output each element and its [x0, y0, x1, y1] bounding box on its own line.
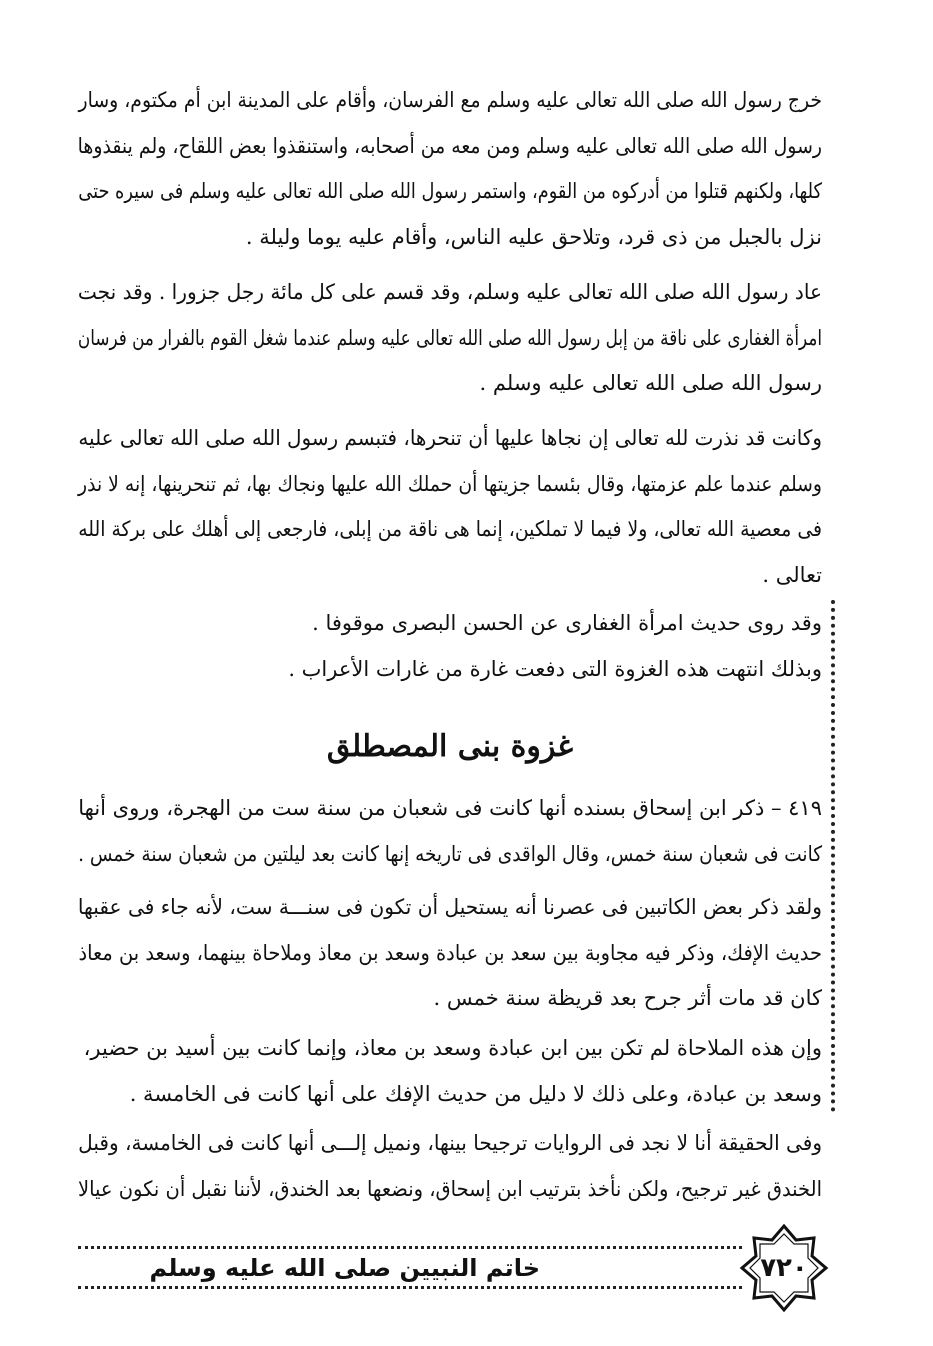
page-number: ٧٢٠: [760, 1253, 808, 1283]
text-line: عاد رسول الله صلى الله تعالى عليه وسلم، وقد قسم على كل مائة رجل جزورا . وقد نجت: [77, 280, 822, 304]
text-line: وفى الحقيقة أنا لا نجد فى الروايات ترجيحا بينها، ونميل إلـــى أنها كانت فى الخامسة، وقبل: [78, 1131, 823, 1155]
text-line: وسلم عندما علم عزمتها، وقال بئسما جزيتها أن حملك الله عليها ونجاك بها، ثم تنحرينها، إنه لا نذر: [78, 471, 822, 496]
paragraph-5: [78, 786, 822, 877]
text-line: ولقد ذكر بعض الكاتبين فى عصرنا أنه يستحيل أن تكون فى سنـــة ست، لأنه جاء فى عقبها: [77, 895, 823, 919]
paragraph-1: [78, 78, 822, 260]
text-line: نزل بالجبل من ذى قرد، وتلاحق عليه الناس، وأقام عليه يوما وليلة .: [245, 224, 822, 249]
text-line: رسول الله صلى الله تعالى عليه وسلم .: [479, 371, 822, 395]
page-number-badge: [738, 1222, 830, 1314]
text-line: الخندق غير ترجيح، ولكن نأخذ بترتيب ابن إسحاق، ونضعها بعد الخندق، لأننا نقبل أن نكون عيالا: [77, 1176, 823, 1201]
text-line: وقد روى حديث امرأة الغفارى عن الحسن البصرى موقوفا .: [312, 611, 822, 635]
text-line: امرأة الغفارى على ناقة من إبل رسول الله صلى الله تعالى عليه وسلم عندما شغل القوم بالفرار من فرسان: [77, 325, 822, 350]
text-line: وبذلك انتهت هذه الغزوة التى دفعت غارة من غارات الأعراب .: [288, 656, 822, 681]
paragraph-3: [78, 416, 822, 598]
text-line: وكانت قد نذرت لله تعالى إن نجاها عليها أن تنحرها، فتبسم رسول الله صلى الله تعالى عليه: [78, 426, 822, 450]
footer-rule-bottom: [78, 1286, 742, 1289]
paragraph-4: [78, 601, 822, 692]
text-line: كلها، ولكنهم قتلوا من أدركوه من القوم، واستمر رسول الله صلى الله تعالى عليه وسلم فى سيره حتى: [78, 179, 823, 203]
text-line: كانت فى شعبان سنة خمس، وقال الواقدى فى تاريخه إنها كانت بعد ليلتين من شعبان سنة خمس .: [78, 841, 823, 866]
text-line: حديث الإفك، وذكر فيه مجاوبة بين سعد بن عبادة وسعد بن معاذ وملاحاة بينهما، وسعد بن معاذ: [78, 940, 823, 965]
text-line: وإن هذه الملاحاة لم تكن بين ابن عبادة وسعد بن معاذ، وإنما كانت بين أسيد بن حضير،: [83, 1036, 822, 1060]
section-side-border: [831, 600, 835, 1112]
paragraph-2: [78, 270, 822, 407]
text-line: كان قد مات أثر جرح بعد قريظة سنة خمس .: [433, 986, 822, 1010]
text-line: خرج رسول الله صلى الله تعالى عليه وسلم مع الفرسان، وأقام على المدينة ابن أم مكتوم، وسار: [78, 88, 822, 112]
paragraph-7: [78, 1026, 822, 1117]
text-line: تعالى .: [762, 562, 822, 587]
text-line: وسعد بن عبادة، وعلى ذلك لا دليل من حديث الإفك على أنها كانت فى الخامسة .: [129, 1081, 822, 1106]
paragraph-8: [78, 1121, 822, 1212]
footer-book-title: خاتم النبيين صلى الله عليه وسلم: [149, 1254, 540, 1282]
section-heading: غزوة بنى المصطلق: [326, 729, 574, 764]
paragraph-6: [78, 885, 822, 1022]
text-line: ٤١٩ – ذكر ابن إسحاق بسنده أنها كانت فى شعبان من سنة ست من الهجرة، وروى أنها: [78, 796, 822, 820]
text-line: فى معصية الله تعالى، ولا فيما لا تملكين، إنما هى ناقة من إبلى، فارجعى إلى أهلك على بركة الله: [78, 517, 822, 541]
text-line: رسول الله صلى الله تعالى عليه وسلم ومن معه من أصحابه، واستنقذوا بعض اللقاح، ولم ينقذوها: [77, 133, 822, 158]
footer-rule-top: [78, 1246, 742, 1249]
